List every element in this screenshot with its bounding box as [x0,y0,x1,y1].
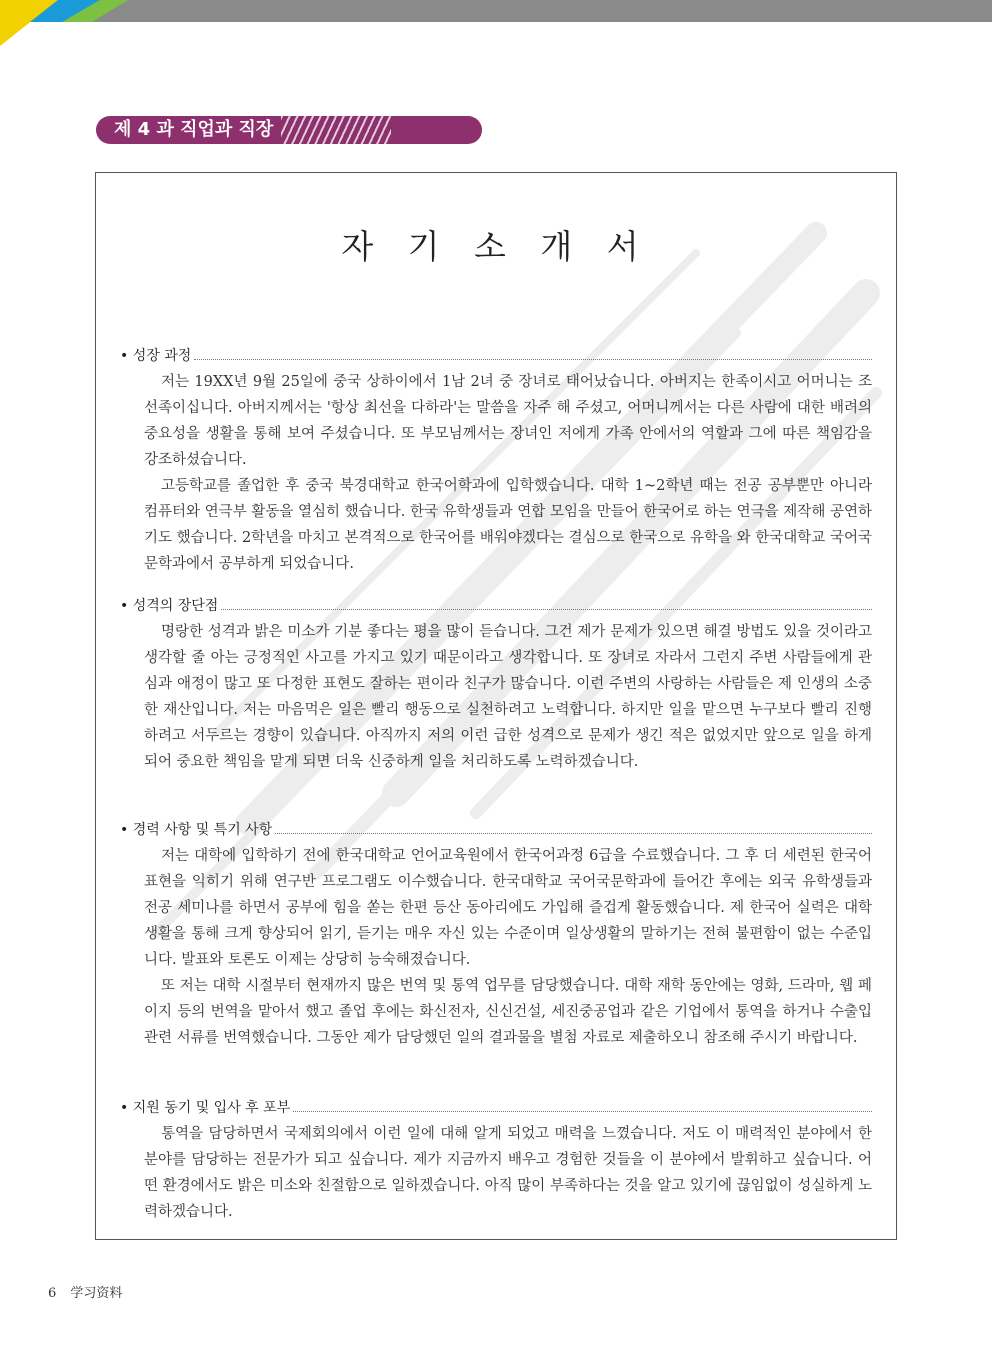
paragraph: 명랑한 성격과 밝은 미소가 기분 좋다는 평을 많이 듣습니다. 그건 제가 문제가 있으면 해결 방법도 있을 것이라고 생각할 줄 아는 긍정적인 사고를 가지고 있기 때문이라고 생각합니다. 또 장녀로 자라서 그런지 주변 사람들에게 관심과 애정이 많고 또 다정한 표현도 잘하는 편이라 친구가 많습니다. 이런 주변의 사랑하는 사람들은 제 인생의 소중한 재산입니다. 저는 마음먹은 일은 빨리 행동으로 실천하려고 노력합니다. 하지만 일을 맡으면 누구보다 빨리 진행하려고 서두르는 경향이 있습니다. 아직까지 저의 이런 급한 성격으로 문제가 생긴 적은 없었지만 앞으로 일을 하게 되어 중요한 책임을 맡게 되면 더욱 신중하게 일을 처리하도록 노력하겠습니다. [144,624,872,770]
document-frame [95,172,897,1240]
banner-stripes [281,116,391,144]
paragraph: 고등학교를 졸업한 후 중국 북경대학교 한국어학과에 입학했습니다. 대학 1~2학년 때는 전공 공부뿐만 아니라 컴퓨터와 연극부 활동을 열심히 했습니다. 한국 유학생들과 연합 모임을 만들어 한국어로 하는 연극을 제작해 공연하기도 했습니다. 2학년을 마치고 본격적으로 한국어를 배워야겠다는 결심으로 한국으로 유학을 와 한국대학교 국어국문학과에서 공부하게 되었습니다. [144,478,872,572]
dotted-leader [221,609,872,610]
section-heading [120,1097,872,1121]
dotted-leader [194,359,872,360]
section-heading [120,595,872,619]
lesson-title-banner [96,116,482,144]
section-heading-text: • 성격의 장단점 [120,598,219,614]
section-heading [120,345,872,369]
paragraph: 통역을 담당하면서 국제회의에서 이런 일에 대해 알게 되었고 매력을 느꼈습니다. 저도 이 매력적인 분야에서 한 분야를 담당하는 전문가가 되고 싶습니다. 제가 지금까지 배우고 경험한 것들을 이 분야에서 발휘하고 싶습니다. 어떤 환경에서도 밝은 미소와 친절함으로 일하겠습니다. 아직 많이 부족하다는 것을 알고 있기에 끊임없이 성실하게 노력하겠습니다. [144,1126,872,1220]
document-title: 자 기 소 개 서 [341,227,651,266]
section-heading-text: • 경력 사항 및 특기 사항 [120,822,273,838]
top-header-bar [0,0,992,22]
section-heading-text: • 성장 과정 [120,348,192,364]
footer-label: 学习资料 [70,1286,123,1301]
dotted-leader [293,1111,872,1112]
page-footer [48,1282,122,1301]
paragraph: 저는 대학에 입학하기 전에 한국대학교 언어교육원에서 한국어과정 6급을 수료했습니다. 그 후 더 세련된 한국어 표현을 익히기 위해 연구반 프로그램도 이수했습니다. 한국대학교 국어국문학과에 들어간 후에는 외국 유학생들과 전공 세미나를 하면서 공부에 힘을 쏟는 한편 등산 동아리에도 가입해 즐겁게 활동했습니다. 제 한국어 실력은 대학 생활을 통해 크게 향상되어 읽기, 듣기는 매우 자신 있는 수준이며 일상생활의 말하기는 전혀 불편함이 없는 수준입니다. 발표와 토론도 이제는 상당히 능숙해졌습니다. [144,848,872,968]
paragraph: 또 저는 대학 시절부터 현재까지 많은 번역 및 통역 업무를 담당했습니다. 대학 재학 동안에는 영화, 드라마, 웹 페이지 등의 번역을 맡아서 했고 졸업 후에는 화신전자, 신신건설, 세진중공업과 같은 기업에서 통역을 하거나 수출입 관련 서류를 번역했습니다. 그동안 제가 담당했던 일의 결과물을 별첨 자료로 제출하오니 참조해 주시기 바랍니다. [144,978,872,1046]
section-experience [120,819,872,1051]
page-number: 6 [48,1286,57,1301]
section-growth [120,345,872,577]
lesson-title: 제 4 과 직업과 직장 [114,119,274,140]
corner-decoration [0,0,140,50]
section-personality [120,595,872,775]
dotted-leader [275,833,872,834]
paragraph: 저는 19XX년 9월 25일에 중국 상하이에서 1남 2녀 중 장녀로 태어났습니다. 아버지는 한족이시고 어머니는 조선족이십니다. 아버지께서는 '항상 최선을 다하라'는 말씀을 자주 해 주셨고, 어머니께서는 다른 사람에 대한 배려의 중요성을 생활을 통해 보여 주셨습니다. 또 부모님께서는 장녀인 저에게 가족 안에서의 역할과 그에 따른 책임감을 강조하셨습니다. [144,374,872,468]
section-heading [120,819,872,843]
section-motivation [120,1097,872,1225]
section-heading-text: • 지원 동기 및 입사 후 포부 [120,1100,291,1116]
